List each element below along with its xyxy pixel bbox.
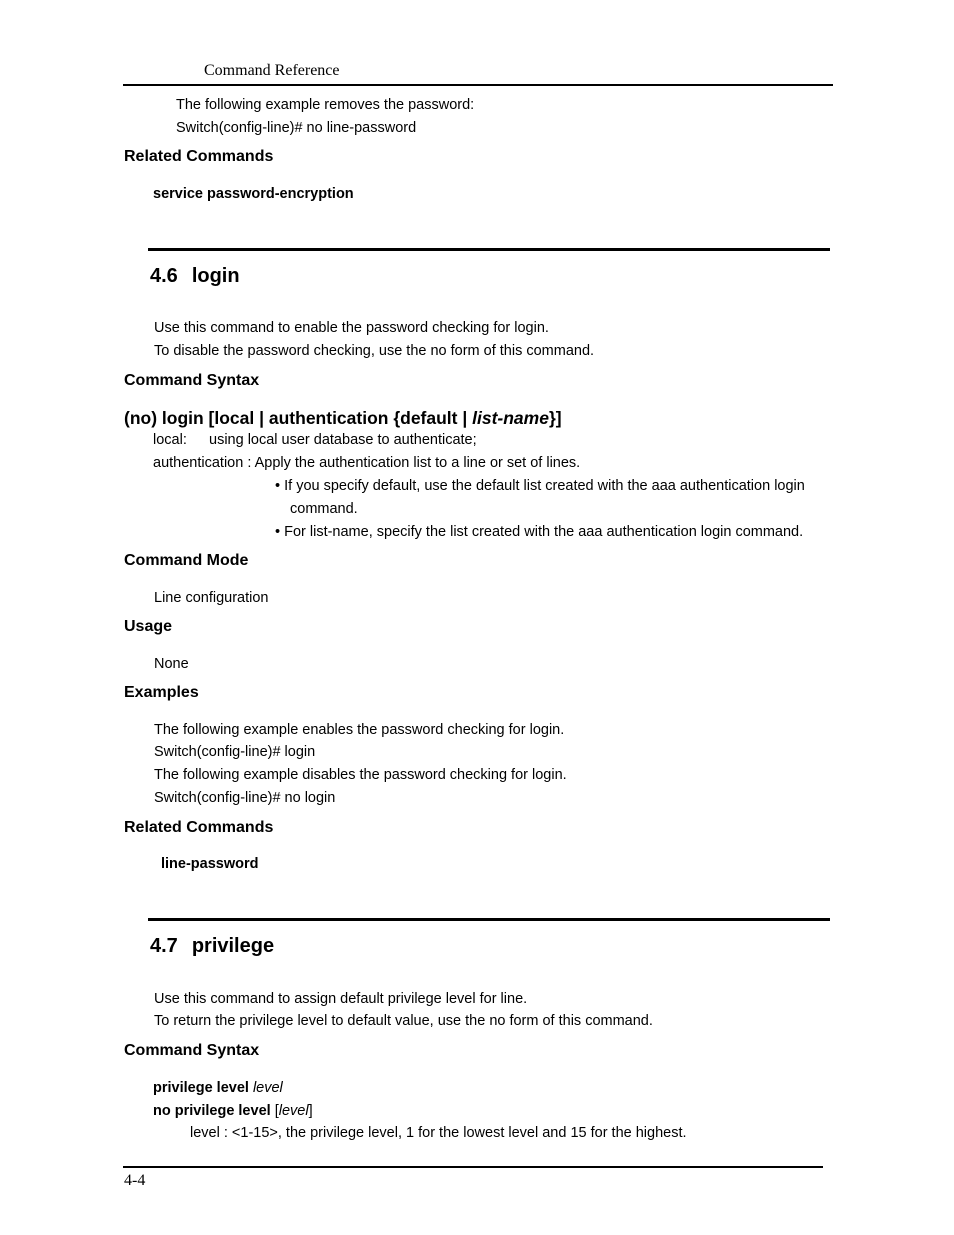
command-mode-value: Line configuration	[154, 590, 269, 606]
section-number: 4.7	[150, 935, 178, 957]
bullet-item: • If you specify default, use the default list created with the aaa authentication login	[275, 478, 805, 494]
section-name: login	[191, 265, 240, 287]
related-commands-heading: Related Commands	[124, 148, 274, 165]
description-line: To return the privilege level to default value, use the no form of this command.	[154, 1013, 653, 1029]
section-title-privilege	[150, 935, 274, 958]
bullet-continuation: command.	[290, 501, 358, 517]
section-rule	[148, 248, 830, 251]
section-number: 4.6	[150, 265, 178, 287]
command-mode-heading: Command Mode	[124, 552, 249, 569]
example-text: The following example disables the password checking for login.	[154, 767, 567, 783]
example-command: Switch(config-line)# login	[154, 744, 316, 760]
example-command: Switch(config-line)# no login	[154, 790, 336, 806]
description-line: To disable the password checking, use the no form of this command.	[154, 343, 595, 359]
param-authentication: authentication : Apply the authentication list to a line or set of lines.	[153, 455, 581, 471]
running-header: Command Reference	[204, 62, 340, 79]
section-name: privilege	[191, 935, 275, 957]
description-line: Use this command to assign default privilege level for line.	[154, 991, 528, 1007]
related-command: line-password	[161, 856, 259, 872]
section-title-login	[150, 265, 240, 288]
page-number: 4-4	[124, 1172, 146, 1189]
param-level-desc: level : <1-15>, the privilege level, 1 for the lowest level and 15 for the highest.	[190, 1125, 687, 1141]
footer-rule	[123, 1166, 823, 1168]
command-syntax-heading: Command Syntax	[124, 1042, 260, 1059]
section-rule	[148, 918, 830, 921]
bullet-item: • For list-name, specify the list created with the aaa authentication login command.	[275, 524, 804, 540]
description-line: Use this command to enable the password checking for login.	[154, 320, 549, 336]
command-syntax: (no) login [local | authentication {default | list-name}]	[124, 408, 562, 428]
header-rule	[123, 84, 833, 86]
param-local-term: local:	[153, 432, 187, 448]
syntax-privilege-level: privilege level level	[153, 1080, 283, 1096]
usage-heading: Usage	[124, 618, 173, 635]
usage-value: None	[154, 656, 189, 672]
example-command: Switch(config-line)# no line-password	[176, 120, 417, 136]
examples-heading: Examples	[124, 684, 199, 701]
syntax-no-privilege-level: no privilege level [level]	[153, 1103, 313, 1119]
related-command: service password-encryption	[153, 186, 354, 202]
param-local-desc: using local user database to authenticate;	[209, 432, 477, 448]
command-syntax-heading: Command Syntax	[124, 372, 260, 389]
example-text: The following example enables the password checking for login.	[154, 722, 565, 738]
example-intro: The following example removes the password:	[176, 97, 475, 113]
related-commands-heading: Related Commands	[124, 819, 274, 836]
